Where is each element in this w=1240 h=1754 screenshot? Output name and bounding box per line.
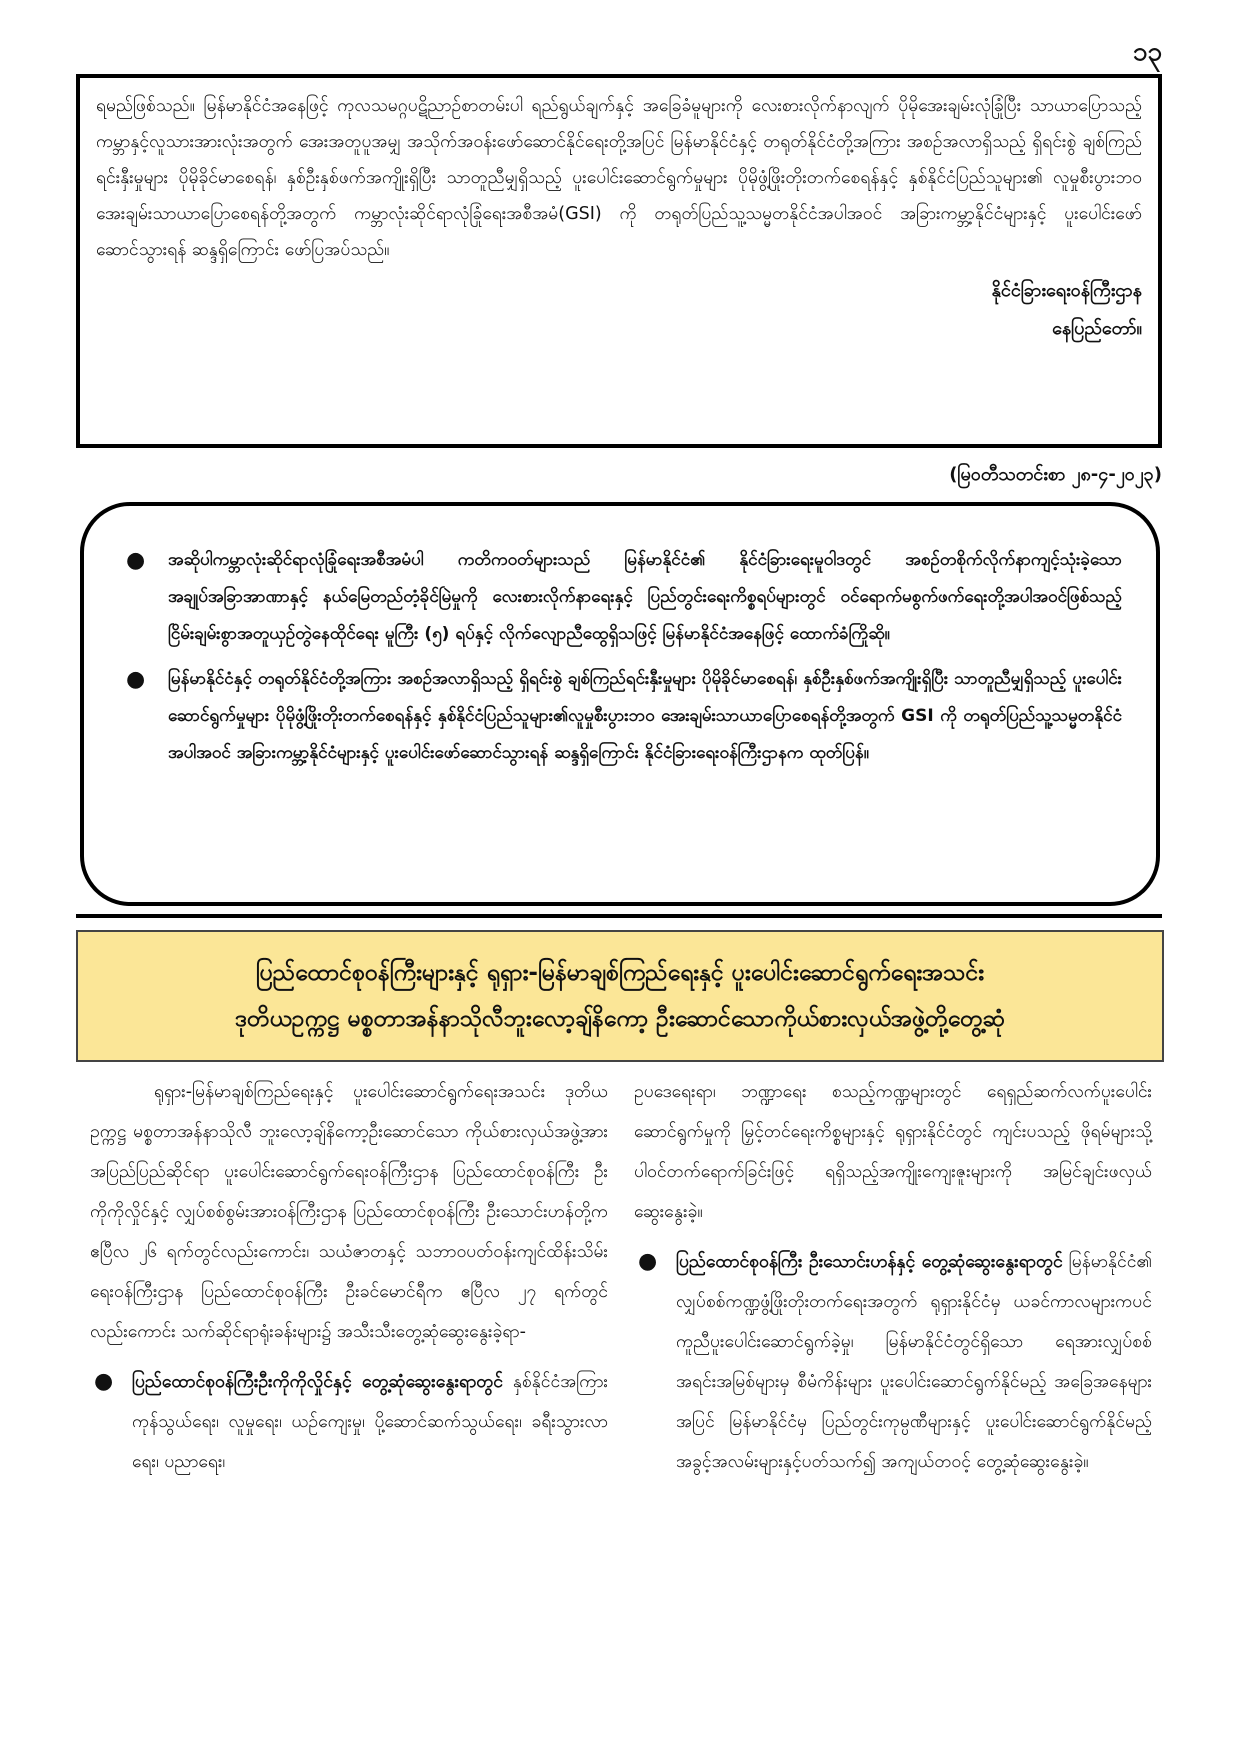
section-divider: [76, 914, 1162, 918]
summary-item: [122, 661, 1122, 772]
notice-place: နေပြည်တော်။: [1052, 318, 1142, 339]
article-bullet-lead: ပြည်ထောင်စုဝန်ကြီး ဦးသောင်းဟန်နှင့် တွေ့ဆုံဆွေးနွေးရာတွင်: [676, 1252, 1063, 1272]
notice-ministry: နိုင်ငံခြားရေးဝန်ကြီးဌာန: [991, 280, 1142, 301]
summary-item-text: အဆိုပါကမ္ဘာလုံးဆိုင်ရာလုံခြုံရေးအစီအမံပါ ကတိကဝတ်များသည် မြန်မာနိုင်ငံ၏ နိုင်ငံခြားရေးမူဝါဒတွင် အစဉ်တစိုက်လိုက်နာကျင့်သုံးခဲ့သော အချုပ်အခြာအာဏာနှင့် နယ်မြေတည်တံ့ခိုင်မြဲမှုကို လေးစားလိုက်နာရေးနှင့် ပြည်တွင်းရေးကိစ္စရပ်များတွင် ဝင်ရောက်မစွက်ဖက်ရေးတို့အပါအဝင်ဖြစ်သည့် ငြိမ်းချမ်းစွာအတူယှဉ်တွဲနေထိုင်ရေး မူကြီး (၅) ရပ်နှင့် လိုက်လျောညီထွေရှိသဖြင့် မြန်မာနိုင်ငံအနေဖြင့် ထောက်ခံကြိုဆို။: [168, 550, 1122, 644]
article-intro: ရုရှား-မြန်မာချစ်ကြည်ရေးနှင့် ပူးပေါင်းဆောင်ရွက်ရေးအသင်း ဒုတိယဥက္ကဋ္ဌ မစ္စတာအန်နာသိုလီ ဘူးလော့ချ်နိကော့ဦးဆောင်သော ကိုယ်စားလှယ်အဖွဲ့အား အပြည်ပြည်ဆိုင်ရာ ပူးပေါင်းဆောင်ရွက်ရေးဝန်ကြီးဌာန ပြည်ထောင်စုဝန်ကြီး ဦးကိုကိုလှိုင်နှင့် လျှပ်စစ်စွမ်းအားဝန်ကြီးဌာန ပြည်ထောင်စုဝန်ကြီး ဦးသောင်းဟန်တို့က ဧပြီလ ၂၆ ရက်တွင်လည်းကောင်း၊ သယံဇာတနှင့် သဘာဝပတ်ဝန်းကျင်ထိန်းသိမ်းရေးဝန်ကြီးဌာန ပြည်ထောင်စုဝန်ကြီး ဦးခင်မောင်ရီက ဧပြီလ ၂၇ ရက်တွင် လည်းကောင်း သက်ဆိုင်ရာရုံးခန်းများ၌ အသီးသီးတွေ့ဆုံဆွေးနွေးခဲ့ရာ-: [90, 1082, 608, 1342]
notice-signoff: [96, 272, 1142, 348]
article-bullet-text: မြန်မာနိုင်ငံ၏ လျှပ်စစ်ကဏ္ဍဖွံ့ဖြိုးတိုးတက်ရေးအတွက် ရုရှားနိုင်ငံမှ ယခင်ကာလများကပင် ကူညီပူးပေါင်းဆောင်ရွက်ခဲ့မှု၊ မြန်မာနိုင်ငံတွင်ရှိသော ရေအားလျှပ်စစ်အရင်းအမြစ်များမှ စီမံကိန်းများ ပူးပေါင်းဆောင်ရွက်နိုင်မည့် အခြေအနေများအပြင် မြန်မာနိုင်ငံမှ ပြည်တွင်းကုမ္ပဏီများနှင့် ပူးပေါင်းဆောင်ရွက်နိုင်မည့် အခွင့်အလမ်းများနှင့်ပတ်သက်၍ အကျယ်တဝင့် တွေ့ဆုံဆွေးနွေးခဲ့။: [676, 1252, 1152, 1472]
article-column-right: [634, 1072, 1152, 1482]
summary-item: [122, 542, 1122, 653]
headline: [235, 950, 1005, 1042]
summary-item-text: မြန်မာနိုင်ငံနှင့် တရုတ်နိုင်ငံတို့အကြား အစဉ်အလာရှိသည့် ရှိရင်းစွဲ ချစ်ကြည်ရင်းနှီးမှုများ ပိုမိုခိုင်မာစေရန်၊ နှစ်ဦးနှစ်ဖက်အကျိုးရှိပြီး သာတူညီမျှရှိသည့် ပူးပေါင်းဆောင်ရွက်မှုများ ပိုမိုဖွံ့ဖြိုးတိုးတက်စေရန်နှင့် နှစ်နိုင်ငံပြည်သူများ၏လူမှုစီးပွားဘဝ အေးချမ်းသာယာပြောစေရန်တို့အတွက် GSI ကို တရုတ်ပြည်သူ့သမ္မတနိုင်ငံအပါအဝင် အခြားကမ္ဘာ့နိုင်ငံများနှင့် ပူးပေါင်းဖော်ဆောင်သွားရန် ဆန္ဒရှိကြောင်း နိုင်ငံခြားရေးဝန်ကြီးဌာနက ထုတ်ပြန်။: [168, 669, 1122, 763]
notice-body: ရမည်ဖြစ်သည်။ မြန်မာနိုင်ငံအနေဖြင့် ကုလသမဂ္ဂပဋိညာဉ်စာတမ်းပါ ရည်ရွယ်ချက်နှင့် အခြေခံမူများကို လေးစားလိုက်နာလျက် ပိုမိုအေးချမ်းလုံခြုံပြီး သာယာပြောသည့် ကမ္ဘာနှင့်လူသားအားလုံးအတွက် အေးအတူပူအမျှ အသိုက်အဝန်းဖော်ဆောင်နိုင်ရေးတို့အပြင် မြန်မာနိုင်ငံနှင့် တရုတ်နိုင်ငံတို့အကြား အစဉ်အလာရှိသည့် ရှိရင်းစွဲ ချစ်ကြည်ရင်းနှီးမှုများ ပိုမိုခိုင်မာစေရန်၊ နှစ်ဦးနှစ်ဖက်အကျိုးရှိပြီး သာတူညီမျှရှိသည့် ပူးပေါင်းဆောင်ရွက်မှုများ ပိုမိုဖွံ့ဖြိုးတိုးတက်စေရန်နှင့် နှစ်နိုင်ငံပြည်သူများ၏ လူမှုစီးပွားဘဝ အေးချမ်းသာယာပြောစေရန်တို့အတွက် ကမ္ဘာလုံးဆိုင်ရာလုံခြုံရေးအစီအမံ(GSI) ကို တရုတ်ပြည်သူ့သမ္မတနိုင်ငံအပါအဝင် အခြားကမ္ဘာ့နိုင်ငံများနှင့် ပူးပေါင်းဖော်ဆောင်သွားရန် ဆန္ဒရှိကြောင်း ဖော်ပြအပ်သည်။: [96, 96, 1142, 260]
bullet-icon: ●: [126, 548, 146, 573]
article-bullet: [90, 1362, 608, 1482]
bullet-icon: ●: [126, 667, 146, 692]
article-column-left: [90, 1072, 608, 1482]
headline-line-1: ပြည်ထောင်စုဝန်ကြီးများနှင့် ရုရှား-မြန်မာချစ်ကြည်ရေးနှင့် ပူးပေါင်းဆောင်ရွက်ရေးအသင်း: [255, 960, 985, 986]
article-continuation: ဥပဒေရေးရာ၊ ဘဏ္ဍာရေး စသည့်ကဏ္ဍများတွင် ရေရှည်ဆက်လက်ပူးပေါင်းဆောင်ရွက်မှုကို မြှင့်တင်ရေးကိစ္စများနှင့် ရုရှားနိုင်ငံတွင် ကျင်းပသည့် ဖိုရမ်များသို့ ပါဝင်တက်ရောက်ခြင်းဖြင့် ရရှိသည့်အကျိုးကျေးဇူးများကို အမြင်ချင်းဖလှယ်ဆွေးနွေးခဲ့။: [634, 1082, 1152, 1222]
article-bullet: [634, 1242, 1152, 1482]
summary-box: [80, 502, 1160, 906]
headline-line-2: ဒုတိယဥက္ကဋ္ဌ မစ္စတာအန်နာသိုလီဘူးလော့ချ်နိကော့ ဦးဆောင်သောကိုယ်စားလှယ်အဖွဲ့တို့တွေ့ဆုံ: [235, 1006, 1005, 1032]
article-bullet-text: နှစ်နိုင်ငံအကြား ကုန်သွယ်ရေး၊ လူမှုရေး၊ ယဉ်ကျေးမှု၊ ပို့ဆောင်ဆက်သွယ်ရေး၊ ခရီးသွားလာရေး၊ ပညာရေး၊: [132, 1372, 608, 1472]
article-bullet-lead: ပြည်ထောင်စုဝန်ကြီးဦးကိုကိုလှိုင်နှင့် တွေ့ဆုံဆွေးနွေးရာတွင်: [132, 1372, 504, 1392]
source-date: (မြဝတီသတင်းစာ ၂၈-၄-၂၀၂၃): [949, 464, 1162, 485]
headline-box: [76, 930, 1164, 1062]
bullet-icon: ●: [638, 1249, 658, 1274]
notice-box: [76, 74, 1162, 448]
page-number: ၁၃: [1132, 37, 1162, 67]
bullet-icon: ●: [94, 1369, 114, 1394]
